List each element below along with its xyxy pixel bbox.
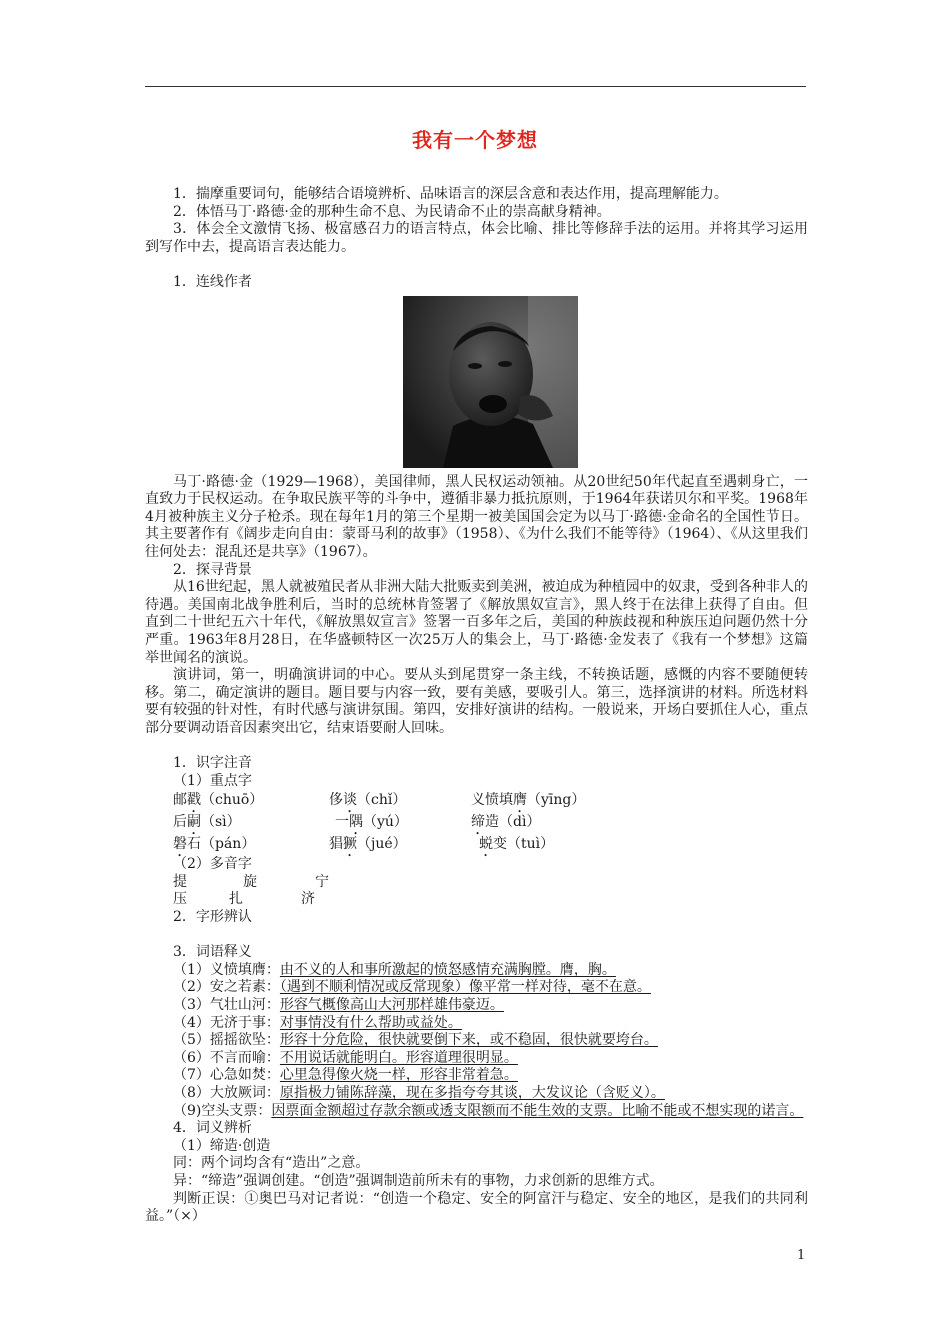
goal-3: 3．体会全文激情飞扬、极富感召力的语言特点，体会比喻、排比等修辞手法的运用。并将其学习运用到写作中去，提高语言表达能力。 <box>145 221 808 255</box>
similarity-text: 同：两个词均含有“造出”之意。 <box>173 1155 370 1172</box>
pron-item: 缔造（dì） <box>471 814 541 831</box>
polyphonic-row <box>145 874 808 892</box>
difference-text: 异：“缔造”强调创建。“创造”强调制造前所未有的事物，力求创新的思维方式。 <box>173 1172 664 1189</box>
vocab-item: （1）义愤填膺：由不义的人和事所激起的愤怒感情充满胸膛。膺，胸。 <box>173 961 616 978</box>
pronunciation-row <box>145 812 808 834</box>
pron-item: 蜕变（tuì） <box>479 836 555 853</box>
pron-item: 后嗣（sì） <box>173 814 241 831</box>
pron-item: 一隅（yú） <box>335 814 408 831</box>
judgement-text: 判断正误：①奥巴马对记者说：“创造一个稳定、安全的阿富汗与稳定、安全的地区，是我们的共同利益。”（×） <box>145 1190 808 1225</box>
pron-item: 邮戳（chuō） <box>173 792 264 809</box>
vocab-item: （8）大放厥词：原指极力铺陈辞藻，现在多指夸夸其谈，大发议论（含贬义）。 <box>173 1084 665 1101</box>
page-title: 我有一个梦想 <box>412 128 538 152</box>
vocab-item: （9)空头支票：因票面金额超过存款余额或透支限额而不能生效的支票。比喻不能或不想实现的诺言。 <box>173 1102 804 1119</box>
background-paragraph-2: 演讲词，第一，明确演讲词的中心。要从头到尾贯穿一条主线，不转换话题，感慨的内容不要随便转移。第二，确定演讲的题目。题目要与内容一致，要有美感，要吸引人。第三，选择演讲的材料。所选材料要有较强的针对性，有时代感与演讲氛围。第四，安排好演讲的结构。一般说来，开场白要抓住人心，重点部分要调动语音因素突出它，结束语要耐人回味。 <box>145 667 808 736</box>
polyphonic-char: 压 <box>173 891 187 908</box>
section-heading-glyphs: 2．字形辨认 <box>173 909 252 926</box>
goal-2: 2．体悟马丁·路德·金的那种生命不息、为民请命不止的崇高献身精神。 <box>173 203 611 220</box>
polyphonic-char: 提 <box>173 873 187 890</box>
section-heading-vocab: 3．词语释义 <box>173 944 252 961</box>
vocab-item: （7）心急如焚：心里急得像火烧一样，形容非常着急。 <box>173 1067 518 1084</box>
polyphonic-char: 旋 <box>243 873 257 890</box>
page-number: 1 <box>797 1248 806 1263</box>
header-rule <box>145 86 806 87</box>
author-photo <box>403 296 578 468</box>
vocab-item: （5）摇摇欲坠：形容十分危险，很快就要倒下来，或不稳固，很快就要垮台。 <box>173 1032 658 1049</box>
document-body <box>145 186 808 1226</box>
section-heading-background: 2．探寻背景 <box>173 561 252 578</box>
polyphonic-char: 济 <box>301 891 315 908</box>
polyphonic-char: 宁 <box>315 873 329 890</box>
goal-1: 1．揣摩重要词句，能够结合语境辨析、品味语言的深层含意和表达作用，提高理解能力。 <box>173 186 728 202</box>
pronunciation-row <box>145 790 808 812</box>
pronunciation-row <box>145 834 808 856</box>
vocab-item: （3）气壮山河：形容气概像高山大河那样雄伟豪迈。 <box>173 997 504 1013</box>
pron-item: 侈谈（chǐ） <box>329 792 407 809</box>
vocab-item: （4）无济于事：对事情没有什么帮助或益处。 <box>173 1014 462 1031</box>
pron-item: 义愤填膺（yīng） <box>471 792 586 809</box>
author-portrait-image <box>403 296 578 468</box>
polyphonic-row <box>145 891 808 909</box>
subheading-key-characters: （1）重点字 <box>173 772 252 789</box>
author-bio: 马丁·路德·金（1929—1968），美国律师，黑人民权运动领袖。从20世纪50年代起直至遇刺身亡，一直致力于民权运动。在争取民族平等的斗争中，遵循非暴力抵抗原则，于1964年获诺贝尔和平奖。1968年4月被种族主义分子枪杀。现在每年1月的第三个星期一被美国国会定为以马丁·路德·金命名的全国性节日。其主要著作有《阔步走向自由：蒙哥马利的故事》（1958）、《为什么我们不能等待》（1964）、《从这里我们往何处去：混乱还是共享》（1967）。 <box>145 473 808 560</box>
pron-item: 磐石（pán） <box>173 836 256 853</box>
section-heading-pronunciation: 1．识字注音 <box>173 755 252 772</box>
background-paragraph-1: 从16世纪起，黑人就被殖民者从非洲大陆大批贩卖到美洲，被迫成为种植园中的奴隶，受到各种非人的待遇。美国南北战争胜利后，当时的总统林肯签署了《解放黑奴宣言》，黑人终于在法律上获得了自由。但直到二十世纪五六十年代，《解放黑奴宣言》签署一百多年之后，美国的种族歧视和种族压迫问题仍然十分严重。1963年8月28日，在华盛顿特区一次25万人的集会上，马丁·路德·金发表了《我有一个梦想》这篇举世闻名的演说。 <box>145 579 808 666</box>
vocab-item: （2）安之若素：（遇到不顺利情况或反常现象）像平常一样对待，毫不在意。 <box>173 979 651 996</box>
polyphonic-char: 扎 <box>229 891 243 908</box>
section-heading-author: 1．连线作者 <box>173 273 252 290</box>
subheading-polyphonic: （2）多音字 <box>173 856 252 873</box>
discrimination-subheading: （1）缔造·创造 <box>173 1137 271 1154</box>
pron-item: 猖獗（jué） <box>329 836 407 853</box>
section-heading-discrimination: 4．词义辨析 <box>173 1120 252 1137</box>
photo-container <box>145 296 808 468</box>
vocab-item: （6）不言而喻：不用说话就能明白。形容道理很明显。 <box>173 1049 518 1066</box>
